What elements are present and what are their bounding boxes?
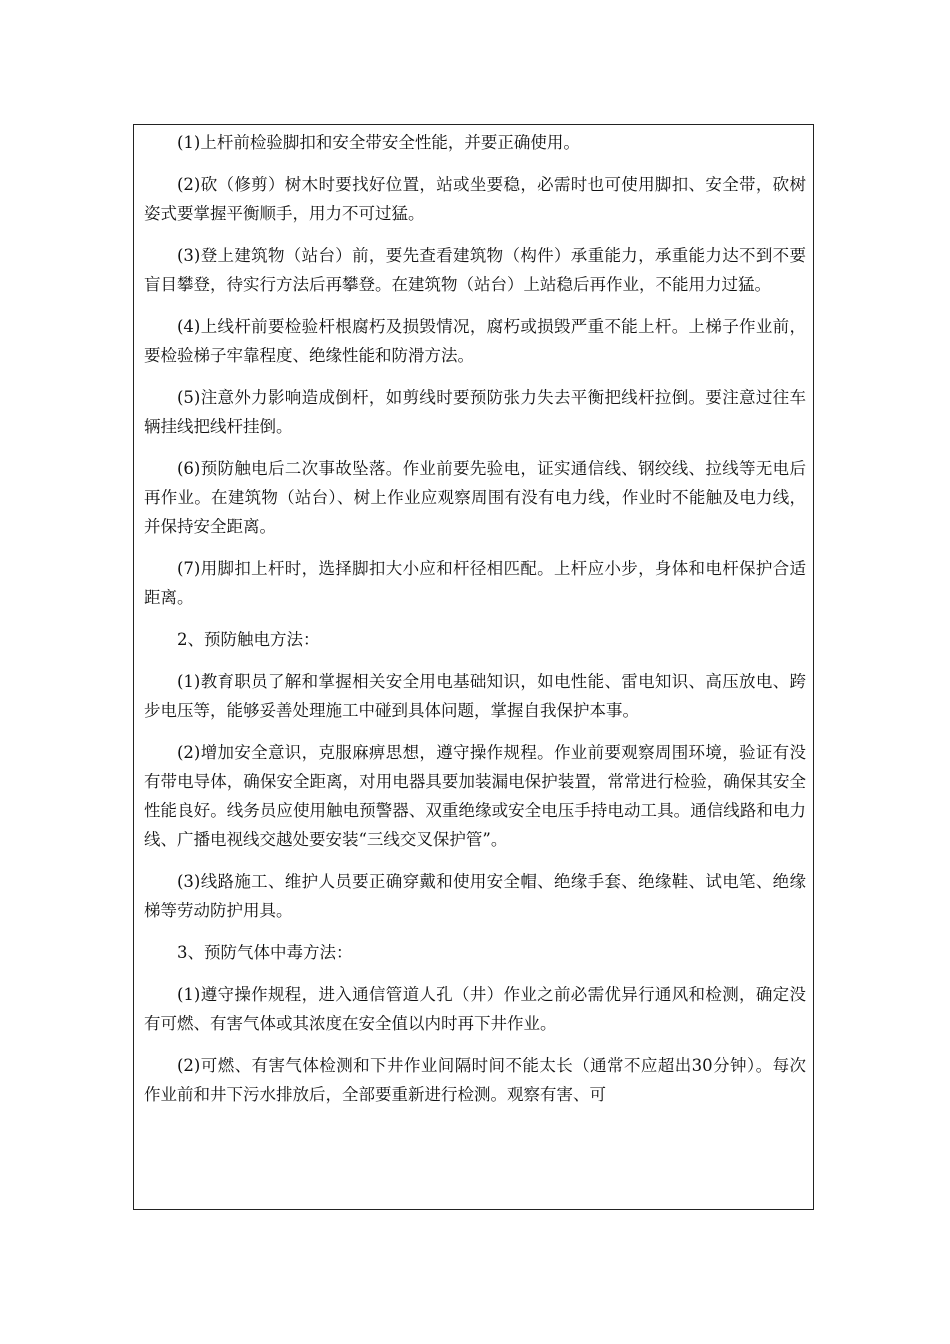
paragraph-gas-detection: (2)可燃、有害气体检测和下井作业间隔时间不能太长（通常不应超出30分钟）。每次作业前和井下污水排放后，全部要重新进行检测。观察有害、可 (144, 1056, 806, 1104)
paragraph-ventilation: (1)遵守操作规程，进入通信管道人孔（井）作业之前必需优异行通风和检测，确定没有可燃、有害气体或其浓度在安全值以内时再下井作业。 (144, 985, 806, 1033)
content-table-frame (133, 124, 814, 1210)
paragraph-pole-inspection: (4)上线杆前要检验杆根腐朽及损毁情况，腐朽或损毁严重不能上杆。上梯子作业前，要检验梯子牢靠程度、绝缘性能和防滑方法。 (144, 317, 806, 365)
paragraph-pole-falling: (5)注意外力影响造成倒杆，如剪线时要预防张力失去平衡把线杆拉倒。要注意过往车辆挂线把线杆挂倒。 (144, 388, 806, 436)
paragraph-foot-clamp: (7)用脚扣上杆时，选择脚扣大小应和杆径相匹配。上杆应小步，身体和电杆保护合适距离。 (144, 559, 806, 607)
section-heading-electric-shock: 2、预防触电方法： (177, 630, 320, 649)
paragraph-secondary-fall: (6)预防触电后二次事故坠落。作业前要先验电，证实通信线、钢绞线、拉线等无电后再作业。在建筑物（站台）、树上作业应观察周围有没有电力线，作业时不能触及电力线，并保持安全距离。 (144, 459, 806, 536)
paragraph-building-climb: (3)登上建筑物（站台）前，要先查看建筑物（构件）承重能力，承重能力达不到不要盲目攀登，待实行方法后再攀登。在建筑物（站台）上站稳后再作业，不能用力过猛。 (144, 246, 806, 294)
paragraph-protective-equipment: (3)线路施工、维护人员要正确穿戴和使用安全帽、绝缘手套、绝缘鞋、试电笔、绝缘梯等劳动防护用具。 (144, 872, 806, 920)
section-heading-gas-poisoning: 3、预防气体中毒方法： (177, 943, 353, 962)
paragraph-climb-check-gear: (1)上杆前检验脚扣和安全带安全性能，并要正确使用。 (177, 133, 580, 152)
paragraph-tree-trimming: (2)砍（修剪）树木时要找好位置，站或坐要稳，必需时也可使用脚扣、安全带，砍树姿式要掌握平衡顺手，用力不可过猛。 (144, 175, 806, 223)
paragraph-electric-education: (1)教育职员了解和掌握相关安全用电基础知识，如电性能、雷电知识、高压放电、跨步电压等，能够妥善处理施工中碰到具体问题，掌握自我保护本事。 (144, 672, 806, 720)
document-body (144, 128, 806, 1122)
paragraph-safety-awareness: (2)增加安全意识，克服麻痹思想，遵守操作规程。作业前要观察周围环境，验证有没有带电导体，确保安全距离，对用电器具要加装漏电保护装置，常常进行检验，确保其安全性能良好。线务员应使用触电预警器、双重绝缘或安全电压手持电动工具。通信线路和电力线、广播电视线交越处要安装“三线交叉保护管”。 (144, 743, 806, 849)
